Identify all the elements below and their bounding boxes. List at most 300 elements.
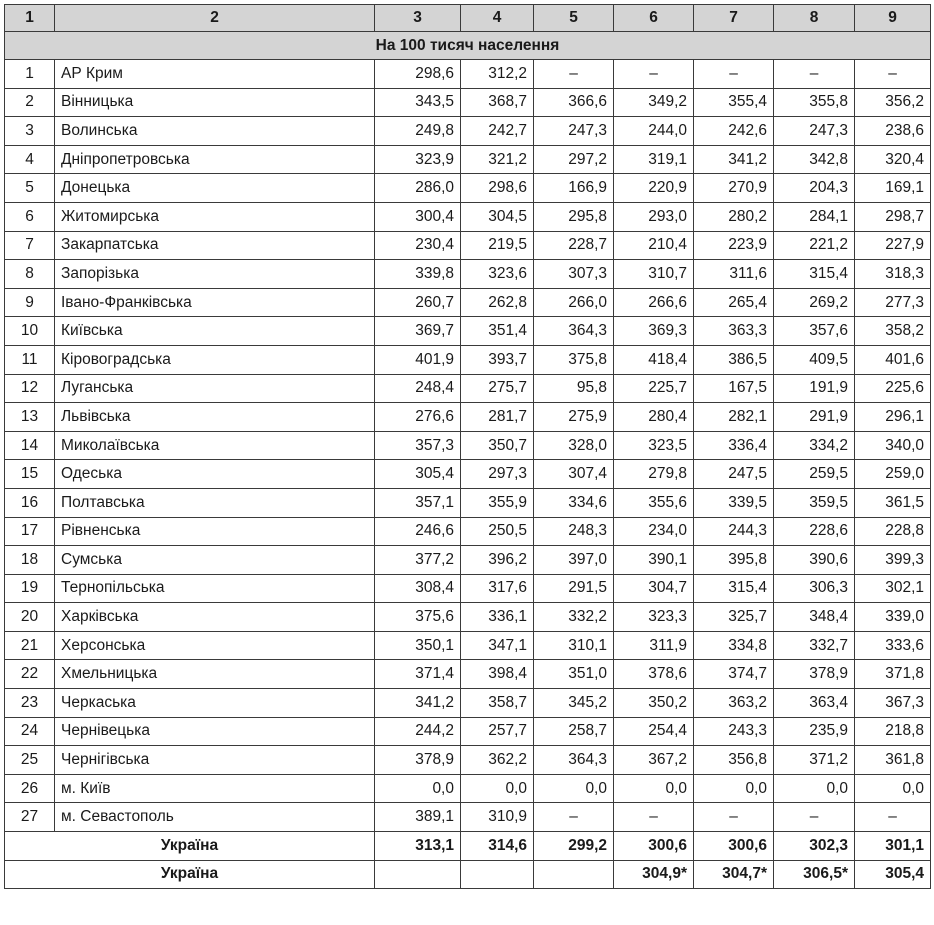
value-cell: 218,8: [855, 717, 931, 746]
value-cell: 257,7: [461, 717, 534, 746]
row-number: 1: [5, 60, 55, 89]
row-number: 18: [5, 546, 55, 575]
region-name: Сумська: [55, 546, 375, 575]
total-value-cell: [534, 860, 614, 889]
table-row: [5, 288, 931, 317]
value-cell: 364,3: [534, 746, 614, 775]
value-cell: 298,6: [461, 174, 534, 203]
value-cell: 339,8: [375, 260, 461, 289]
value-cell: –: [694, 60, 774, 89]
value-cell: 366,6: [534, 88, 614, 117]
value-cell: 167,5: [694, 374, 774, 403]
table-row: [5, 145, 931, 174]
value-cell: 393,7: [461, 345, 534, 374]
value-cell: 356,2: [855, 88, 931, 117]
total-value-cell: 304,7*: [694, 860, 774, 889]
value-cell: 307,4: [534, 460, 614, 489]
value-cell: 260,7: [375, 288, 461, 317]
row-number: 2: [5, 88, 55, 117]
value-cell: 371,4: [375, 660, 461, 689]
region-name: м. Київ: [55, 774, 375, 803]
value-cell: 266,6: [614, 288, 694, 317]
total-value-cell: 306,5*: [774, 860, 855, 889]
value-cell: –: [855, 803, 931, 832]
table-row: [5, 746, 931, 775]
value-cell: 225,7: [614, 374, 694, 403]
value-cell: 341,2: [694, 145, 774, 174]
value-cell: 333,6: [855, 631, 931, 660]
value-cell: 249,8: [375, 117, 461, 146]
value-cell: 238,6: [855, 117, 931, 146]
row-number: 26: [5, 774, 55, 803]
value-cell: 295,8: [534, 202, 614, 231]
value-cell: 225,6: [855, 374, 931, 403]
value-cell: 368,7: [461, 88, 534, 117]
value-cell: 307,3: [534, 260, 614, 289]
value-cell: 340,0: [855, 431, 931, 460]
value-cell: 247,3: [534, 117, 614, 146]
value-cell: 336,1: [461, 603, 534, 632]
value-cell: 371,8: [855, 660, 931, 689]
value-cell: 390,6: [774, 546, 855, 575]
region-name: Луганська: [55, 374, 375, 403]
value-cell: 371,2: [774, 746, 855, 775]
value-cell: 386,5: [694, 345, 774, 374]
value-cell: 300,4: [375, 202, 461, 231]
value-cell: 378,6: [614, 660, 694, 689]
value-cell: 302,1: [855, 574, 931, 603]
value-cell: 315,4: [774, 260, 855, 289]
row-number: 4: [5, 145, 55, 174]
table-row: [5, 202, 931, 231]
region-name: Чернігівська: [55, 746, 375, 775]
value-cell: 358,2: [855, 317, 931, 346]
table-row: [5, 374, 931, 403]
value-cell: 397,0: [534, 546, 614, 575]
value-cell: 228,7: [534, 231, 614, 260]
value-cell: 363,3: [694, 317, 774, 346]
value-cell: 244,0: [614, 117, 694, 146]
region-name: Івано-Франківська: [55, 288, 375, 317]
value-cell: 358,7: [461, 689, 534, 718]
total-value-cell: 304,9*: [614, 860, 694, 889]
value-cell: 304,7: [614, 574, 694, 603]
value-cell: 297,3: [461, 460, 534, 489]
region-name: Черкаська: [55, 689, 375, 718]
value-cell: 280,2: [694, 202, 774, 231]
value-cell: 357,1: [375, 488, 461, 517]
value-cell: 250,5: [461, 517, 534, 546]
table-row: [5, 803, 931, 832]
total-value-cell: 313,1: [375, 832, 461, 861]
value-cell: 398,4: [461, 660, 534, 689]
value-cell: 399,3: [855, 546, 931, 575]
value-cell: 266,0: [534, 288, 614, 317]
region-name: Херсонська: [55, 631, 375, 660]
value-cell: 265,4: [694, 288, 774, 317]
value-cell: 351,0: [534, 660, 614, 689]
header-cell: 7: [694, 5, 774, 32]
value-cell: 321,2: [461, 145, 534, 174]
value-cell: 227,9: [855, 231, 931, 260]
value-cell: 389,1: [375, 803, 461, 832]
value-cell: 310,1: [534, 631, 614, 660]
header-cell: 5: [534, 5, 614, 32]
row-number: 11: [5, 345, 55, 374]
region-name: Житомирська: [55, 202, 375, 231]
value-cell: 318,3: [855, 260, 931, 289]
table-row: [5, 260, 931, 289]
value-cell: 361,5: [855, 488, 931, 517]
region-name: Запорізька: [55, 260, 375, 289]
table-row: [5, 88, 931, 117]
total-label: Україна: [5, 860, 375, 889]
row-number: 7: [5, 231, 55, 260]
value-cell: 247,5: [694, 460, 774, 489]
region-name: Одеська: [55, 460, 375, 489]
region-name: Вінницька: [55, 88, 375, 117]
value-cell: 363,4: [774, 689, 855, 718]
region-name: Миколаївська: [55, 431, 375, 460]
row-number: 16: [5, 488, 55, 517]
table-row: [5, 546, 931, 575]
value-cell: 350,2: [614, 689, 694, 718]
value-cell: 323,3: [614, 603, 694, 632]
table-row: [5, 431, 931, 460]
table-row: [5, 689, 931, 718]
value-cell: 0,0: [461, 774, 534, 803]
region-name: Донецька: [55, 174, 375, 203]
value-cell: 351,4: [461, 317, 534, 346]
value-cell: 275,9: [534, 403, 614, 432]
value-cell: 282,1: [694, 403, 774, 432]
value-cell: 297,2: [534, 145, 614, 174]
value-cell: 355,6: [614, 488, 694, 517]
value-cell: 228,8: [855, 517, 931, 546]
value-cell: 275,7: [461, 374, 534, 403]
value-cell: 343,5: [375, 88, 461, 117]
value-cell: 328,0: [534, 431, 614, 460]
row-number: 8: [5, 260, 55, 289]
value-cell: 395,8: [694, 546, 774, 575]
value-cell: –: [855, 60, 931, 89]
row-number: 24: [5, 717, 55, 746]
region-name: Волинська: [55, 117, 375, 146]
value-cell: 369,7: [375, 317, 461, 346]
value-cell: 364,3: [534, 317, 614, 346]
table-row: [5, 460, 931, 489]
value-cell: 339,5: [694, 488, 774, 517]
region-name: Закарпатська: [55, 231, 375, 260]
row-number: 5: [5, 174, 55, 203]
total-value-cell: 305,4: [855, 860, 931, 889]
value-cell: 244,2: [375, 717, 461, 746]
value-cell: 359,5: [774, 488, 855, 517]
region-name: АР Крим: [55, 60, 375, 89]
value-cell: 355,8: [774, 88, 855, 117]
total-row: [5, 832, 931, 861]
header-cell: 9: [855, 5, 931, 32]
value-cell: 334,2: [774, 431, 855, 460]
value-cell: 336,4: [694, 431, 774, 460]
value-cell: 390,1: [614, 546, 694, 575]
value-cell: 246,6: [375, 517, 461, 546]
value-cell: 312,2: [461, 60, 534, 89]
row-number: 23: [5, 689, 55, 718]
total-value-cell: [375, 860, 461, 889]
value-cell: 281,7: [461, 403, 534, 432]
value-cell: 0,0: [614, 774, 694, 803]
value-cell: 95,8: [534, 374, 614, 403]
value-cell: 247,3: [774, 117, 855, 146]
value-cell: 298,7: [855, 202, 931, 231]
value-cell: 210,4: [614, 231, 694, 260]
table-row: [5, 603, 931, 632]
header-cell: 6: [614, 5, 694, 32]
table-row: [5, 345, 931, 374]
value-cell: 219,5: [461, 231, 534, 260]
row-number: 20: [5, 603, 55, 632]
value-cell: 367,3: [855, 689, 931, 718]
value-cell: 262,8: [461, 288, 534, 317]
value-cell: –: [534, 803, 614, 832]
value-cell: 243,3: [694, 717, 774, 746]
value-cell: 244,3: [694, 517, 774, 546]
value-cell: 378,9: [375, 746, 461, 775]
value-cell: 242,7: [461, 117, 534, 146]
value-cell: 363,2: [694, 689, 774, 718]
column-number-header: [5, 5, 931, 32]
value-cell: 348,4: [774, 603, 855, 632]
value-cell: 418,4: [614, 345, 694, 374]
total-value-cell: 300,6: [694, 832, 774, 861]
value-cell: 341,2: [375, 689, 461, 718]
value-cell: 311,6: [694, 260, 774, 289]
value-cell: 332,7: [774, 631, 855, 660]
row-number: 14: [5, 431, 55, 460]
value-cell: 298,6: [375, 60, 461, 89]
row-number: 17: [5, 517, 55, 546]
value-cell: –: [774, 803, 855, 832]
value-cell: 204,3: [774, 174, 855, 203]
section-title: На 100 тисяч населення: [5, 32, 931, 60]
value-cell: 377,2: [375, 546, 461, 575]
value-cell: 320,4: [855, 145, 931, 174]
value-cell: 315,4: [694, 574, 774, 603]
value-cell: 310,9: [461, 803, 534, 832]
row-number: 10: [5, 317, 55, 346]
table-row: [5, 517, 931, 546]
total-value-cell: [461, 860, 534, 889]
value-cell: 369,3: [614, 317, 694, 346]
header-cell: 3: [375, 5, 461, 32]
table-row: [5, 488, 931, 517]
value-cell: 362,2: [461, 746, 534, 775]
row-number: 22: [5, 660, 55, 689]
value-cell: 291,5: [534, 574, 614, 603]
total-value-cell: 300,6: [614, 832, 694, 861]
table-row: [5, 231, 931, 260]
row-number: 15: [5, 460, 55, 489]
header-cell: 2: [55, 5, 375, 32]
value-cell: 0,0: [774, 774, 855, 803]
value-cell: 374,7: [694, 660, 774, 689]
region-name: Дніпропетровська: [55, 145, 375, 174]
value-cell: 319,1: [614, 145, 694, 174]
table-row: [5, 660, 931, 689]
value-cell: 409,5: [774, 345, 855, 374]
value-cell: 357,3: [375, 431, 461, 460]
value-cell: 306,3: [774, 574, 855, 603]
value-cell: 280,4: [614, 403, 694, 432]
value-cell: 378,9: [774, 660, 855, 689]
value-cell: –: [614, 803, 694, 832]
value-cell: 325,7: [694, 603, 774, 632]
value-cell: 323,5: [614, 431, 694, 460]
value-cell: 401,6: [855, 345, 931, 374]
value-cell: 323,6: [461, 260, 534, 289]
value-cell: –: [774, 60, 855, 89]
row-number: 3: [5, 117, 55, 146]
value-cell: 375,8: [534, 345, 614, 374]
value-cell: 258,7: [534, 717, 614, 746]
table-row: [5, 174, 931, 203]
table-row: [5, 774, 931, 803]
value-cell: 0,0: [855, 774, 931, 803]
value-cell: 310,7: [614, 260, 694, 289]
total-value-cell: 299,2: [534, 832, 614, 861]
value-cell: 279,8: [614, 460, 694, 489]
value-cell: 296,1: [855, 403, 931, 432]
value-cell: 220,9: [614, 174, 694, 203]
value-cell: 276,6: [375, 403, 461, 432]
header-cell: 8: [774, 5, 855, 32]
value-cell: 242,6: [694, 117, 774, 146]
table-row: [5, 317, 931, 346]
value-cell: 342,8: [774, 145, 855, 174]
region-name: Полтавська: [55, 488, 375, 517]
table-row: [5, 717, 931, 746]
value-cell: 259,0: [855, 460, 931, 489]
value-cell: 221,2: [774, 231, 855, 260]
row-number: 21: [5, 631, 55, 660]
row-number: 12: [5, 374, 55, 403]
value-cell: –: [534, 60, 614, 89]
region-name: Чернівецька: [55, 717, 375, 746]
value-cell: –: [694, 803, 774, 832]
value-cell: 248,4: [375, 374, 461, 403]
row-number: 25: [5, 746, 55, 775]
row-number: 13: [5, 403, 55, 432]
value-cell: 355,4: [694, 88, 774, 117]
region-name: м. Севастополь: [55, 803, 375, 832]
total-value-cell: 314,6: [461, 832, 534, 861]
value-cell: 345,2: [534, 689, 614, 718]
value-cell: 305,4: [375, 460, 461, 489]
total-row: [5, 860, 931, 889]
value-cell: 356,8: [694, 746, 774, 775]
value-cell: 0,0: [534, 774, 614, 803]
value-cell: 269,2: [774, 288, 855, 317]
value-cell: 401,9: [375, 345, 461, 374]
header-cell: 4: [461, 5, 534, 32]
value-cell: 332,2: [534, 603, 614, 632]
row-number: 27: [5, 803, 55, 832]
value-cell: 169,1: [855, 174, 931, 203]
table-row: [5, 403, 931, 432]
value-cell: 350,1: [375, 631, 461, 660]
value-cell: 304,5: [461, 202, 534, 231]
value-cell: 230,4: [375, 231, 461, 260]
value-cell: 248,3: [534, 517, 614, 546]
value-cell: 166,9: [534, 174, 614, 203]
header-cell: 1: [5, 5, 55, 32]
table-row: [5, 631, 931, 660]
total-label: Україна: [5, 832, 375, 861]
value-cell: 347,1: [461, 631, 534, 660]
table-row: [5, 60, 931, 89]
value-cell: 223,9: [694, 231, 774, 260]
section-title-row: [5, 32, 931, 60]
value-cell: 367,2: [614, 746, 694, 775]
value-cell: 235,9: [774, 717, 855, 746]
region-name: Рівненська: [55, 517, 375, 546]
row-number: 6: [5, 202, 55, 231]
value-cell: 339,0: [855, 603, 931, 632]
value-cell: 254,4: [614, 717, 694, 746]
region-name: Тернопільська: [55, 574, 375, 603]
value-cell: 284,1: [774, 202, 855, 231]
total-value-cell: 302,3: [774, 832, 855, 861]
value-cell: 0,0: [375, 774, 461, 803]
value-cell: 396,2: [461, 546, 534, 575]
region-name: Хмельницька: [55, 660, 375, 689]
value-cell: 291,9: [774, 403, 855, 432]
value-cell: 286,0: [375, 174, 461, 203]
value-cell: 334,6: [534, 488, 614, 517]
value-cell: 355,9: [461, 488, 534, 517]
value-cell: 317,6: [461, 574, 534, 603]
value-cell: 259,5: [774, 460, 855, 489]
value-cell: 277,3: [855, 288, 931, 317]
value-cell: –: [614, 60, 694, 89]
table-row: [5, 574, 931, 603]
value-cell: 375,6: [375, 603, 461, 632]
value-cell: 234,0: [614, 517, 694, 546]
value-cell: 0,0: [694, 774, 774, 803]
total-value-cell: 301,1: [855, 832, 931, 861]
value-cell: 350,7: [461, 431, 534, 460]
value-cell: 311,9: [614, 631, 694, 660]
value-cell: 357,6: [774, 317, 855, 346]
value-cell: 191,9: [774, 374, 855, 403]
value-cell: 349,2: [614, 88, 694, 117]
statistics-table: [4, 4, 931, 889]
value-cell: 361,8: [855, 746, 931, 775]
value-cell: 270,9: [694, 174, 774, 203]
region-name: Київська: [55, 317, 375, 346]
region-name: Кіровоградська: [55, 345, 375, 374]
region-name: Харківська: [55, 603, 375, 632]
region-name: Львівська: [55, 403, 375, 432]
value-cell: 323,9: [375, 145, 461, 174]
row-number: 9: [5, 288, 55, 317]
value-cell: 308,4: [375, 574, 461, 603]
value-cell: 334,8: [694, 631, 774, 660]
value-cell: 228,6: [774, 517, 855, 546]
row-number: 19: [5, 574, 55, 603]
table-row: [5, 117, 931, 146]
